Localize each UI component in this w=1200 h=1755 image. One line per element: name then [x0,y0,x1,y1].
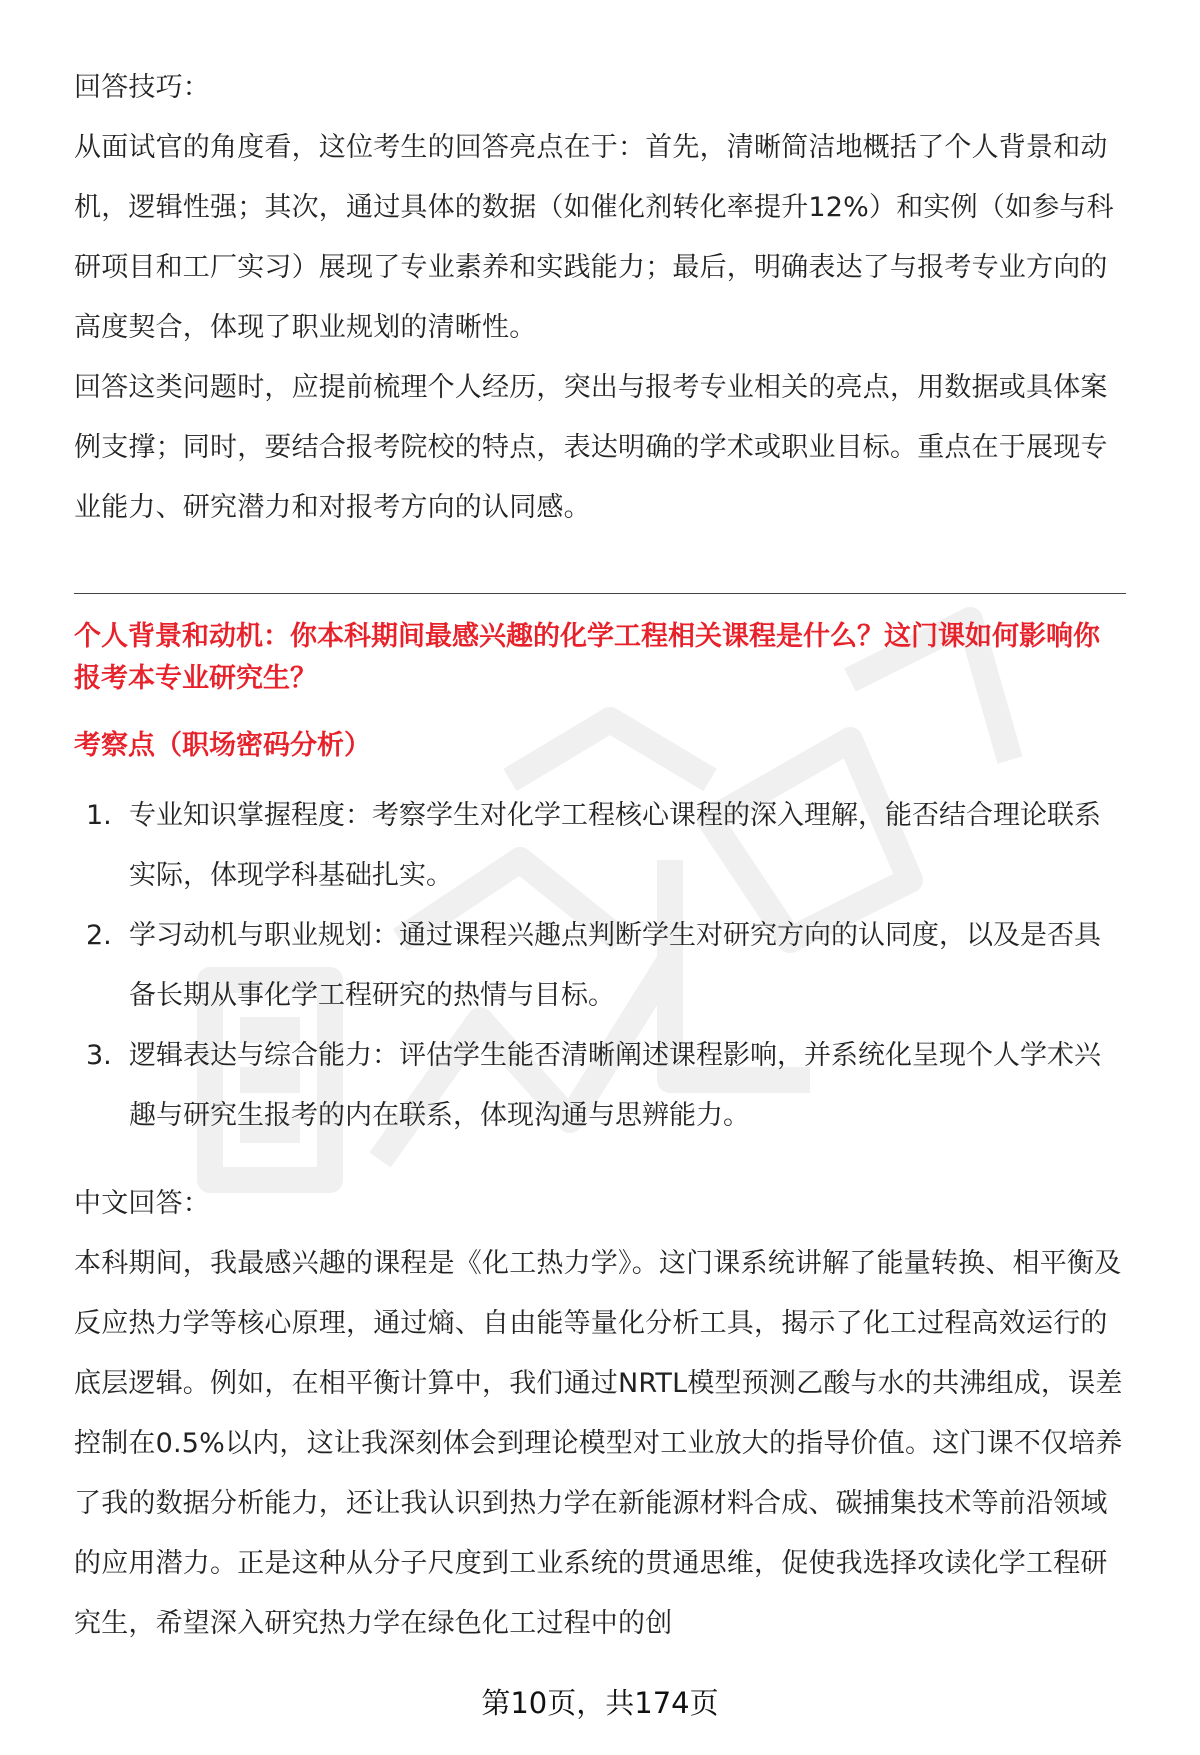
assessment-points-list [74,786,1126,1146]
answer-tips-paragraph-1: 从面试官的角度看，这位考生的回答亮点在于：首先，清晰简洁地概括了个人背景和动机，逻辑性强；其次，通过具体的数据（如催化剂转化率提升12%）和实例（如参与科研项目和工厂实习）展现了专业素养和实践能力；最后，明确表达了与报考专业方向的高度契合，体现了职业规划的清晰性。 [74,132,1114,343]
list-item-number: 2. [86,920,112,951]
list-item-number: 3. [86,1040,112,1071]
list-item-text: 逻辑表达与综合能力：评估学生能否清晰阐述课程影响，并系统化呈现个人学术兴趣与研究生报考的内在联系，体现沟通与思辨能力。 [129,1040,1101,1131]
list-item-number: 1. [86,800,112,831]
list-item-text: 学习动机与职业规划：通过课程兴趣点判断学生对研究方向的认同度，以及是否具备长期从事化学工程研究的热情与目标。 [129,920,1101,1011]
answer-tips-label: 回答技巧： [74,72,210,103]
question-title: 个人背景和动机：你本科期间最感兴趣的化学工程相关课程是什么？这门课如何影响你报考本专业研究生？ [74,621,1100,694]
section-divider [74,593,1126,594]
list-item [74,906,1126,1026]
chinese-answer-text: 本科期间，我最感兴趣的课程是《化工热力学》。这门课系统讲解了能量转换、相平衡及反应热力学等核心原理，通过熵、自由能等量化分析工具，揭示了化工过程高效运行的底层逻辑。例如，在相平衡计算中，我们通过NRTL模型预测乙酸与水的共沸组成，误差控制在0.5%以内，这让我深刻体会到理论模型对工业放大的指导价值。这门课不仅培养了我的数据分析能力，还让我认识到热力学在新能源材料合成、碳捕集技术等前沿领域的应用潜力。正是这种从分子尺度到工业系统的贯通思维，促使我选择攻读化学工程研究生，希望深入研究热力学在绿色化工过程中的创 [74,1248,1123,1639]
answer-tips-paragraph-2: 回答这类问题时，应提前梳理个人经历，突出与报考专业相关的亮点，用数据或具体案例支撑；同时，要结合报考院校的特点，表达明确的学术或职业目标。重点在于展现专业能力、研究潜力和对报考方向的认同感。 [74,372,1108,523]
list-item [74,1026,1126,1146]
page-number: 第10页，共174页 [481,1686,719,1720]
chinese-answer-label: 中文回答： [74,1188,210,1219]
list-item-text: 专业知识掌握程度：考察学生对化学工程核心课程的深入理解，能否结合理论联系实际，体现学科基础扎实。 [129,800,1101,891]
list-item [74,786,1126,906]
assessment-points-title: 考察点（职场密码分析） [74,730,371,761]
